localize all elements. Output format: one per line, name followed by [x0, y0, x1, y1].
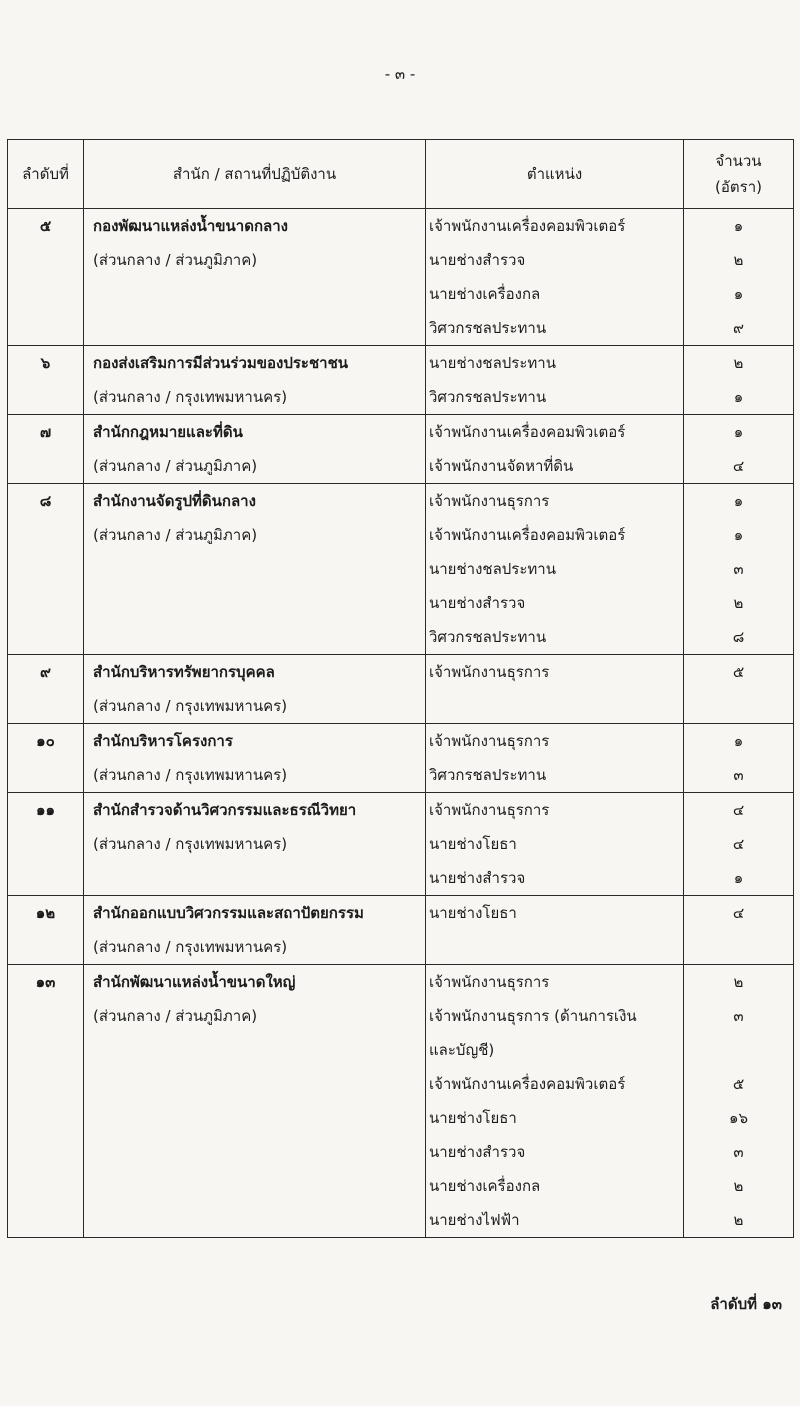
unit-name: สำนักงานจัดรูปที่ดินกลาง [93, 492, 256, 510]
unit-region: (ส่วนกลาง / ส่วนภูมิภาค) [93, 1007, 258, 1025]
table-body [8, 209, 794, 1238]
position-title: นายช่างสำรวจ [429, 251, 526, 269]
position-count: ๒ [733, 1177, 744, 1195]
position-count: ๔ [732, 457, 745, 475]
next-page-reference: ลำดับที่ ๑๓ [710, 1295, 782, 1313]
unit-cell [84, 793, 426, 896]
position-title: นายช่างโยธา [429, 904, 517, 922]
position-cell [426, 896, 684, 965]
header-no: ลำดับที่ [8, 140, 84, 209]
position-count: ๒ [733, 251, 744, 269]
unit-name: สำนักบริหารทรัพยากรบุคคล [93, 663, 275, 681]
position-count: ๔ [732, 904, 745, 922]
row-number: ๑๒ [8, 896, 84, 965]
unit-name: สำนักสำรวจด้านวิศวกรรมและธรณีวิทยา [93, 801, 357, 819]
position-title: นายช่างไฟฟ้า [429, 1211, 520, 1229]
position-cell [426, 793, 684, 896]
table-row [8, 209, 794, 346]
position-title: เจ้าพนักงานเครื่องคอมพิวเตอร์ [429, 1075, 626, 1093]
row-number: ๑๐ [8, 724, 84, 793]
unit-region: (ส่วนกลาง / ส่วนภูมิภาค) [93, 457, 258, 475]
unit-cell [84, 415, 426, 484]
position-count: ๒ [733, 973, 744, 991]
position-title: วิศวกรชลประทาน [429, 319, 547, 337]
position-title: นายช่างโยธา [429, 835, 517, 853]
header-count-line1: จำนวน [715, 152, 762, 170]
position-count: ๑ [733, 388, 744, 406]
position-count: ๙ [733, 319, 744, 337]
position-count: ๑ [733, 526, 744, 544]
unit-name: สำนักออกแบบวิศวกรรมและสถาปัตยกรรม [93, 904, 364, 922]
table-row [8, 965, 794, 1238]
unit-name: สำนักพัฒนาแหล่งน้ำขนาดใหญ่ [93, 973, 296, 991]
unit-cell [84, 346, 426, 415]
unit-name: กองพัฒนาแหล่งน้ำขนาดกลาง [93, 217, 288, 235]
position-count: ๑ [733, 285, 744, 303]
unit-cell [84, 965, 426, 1238]
unit-cell [84, 209, 426, 346]
page-number: - ๓ - [384, 65, 416, 83]
position-title: เจ้าพนักงานจัดหาที่ดิน [429, 457, 574, 475]
position-count: ๓ [733, 560, 744, 578]
unit-name: กองส่งเสริมการมีส่วนร่วมของประชาชน [93, 354, 349, 372]
position-count: ๑ [733, 423, 744, 441]
position-title: วิศวกรชลประทาน [429, 766, 547, 784]
position-title: เจ้าพนักงานธุรการ (ด้านการเงิน [429, 1007, 637, 1025]
position-count: ๘ [732, 628, 745, 646]
position-count: ๓ [733, 766, 744, 784]
position-title: และบัญชี) [429, 1041, 495, 1059]
position-title: นายช่างชลประทาน [429, 354, 556, 372]
staff-allocation-table [7, 139, 794, 1238]
position-count: ๒ [733, 594, 744, 612]
position-count: ๑ [733, 732, 744, 750]
count-cell [684, 793, 794, 896]
position-title: เจ้าพนักงานเครื่องคอมพิวเตอร์ [429, 217, 626, 235]
row-number: ๕ [8, 209, 84, 346]
position-title: นายช่างโยธา [429, 1109, 517, 1127]
position-count: ๒ [733, 1211, 744, 1229]
table-row [8, 793, 794, 896]
position-cell [426, 724, 684, 793]
unit-region: (ส่วนกลาง / กรุงเทพมหานคร) [93, 766, 288, 784]
count-cell [684, 655, 794, 724]
unit-name: สำนักกฎหมายและที่ดิน [93, 423, 243, 441]
position-cell [426, 415, 684, 484]
header-position: ตำแหน่ง [426, 140, 684, 209]
position-count: ๑ [733, 492, 744, 510]
unit-cell [84, 484, 426, 655]
position-title: เจ้าพนักงานเครื่องคอมพิวเตอร์ [429, 526, 626, 544]
table-row [8, 896, 794, 965]
position-title: นายช่างเครื่องกล [429, 285, 541, 303]
unit-cell [84, 655, 426, 724]
count-cell [684, 346, 794, 415]
row-number: ๑๓ [8, 965, 84, 1238]
position-title: นายช่างสำรวจ [429, 869, 526, 887]
row-number: ๗ [8, 415, 84, 484]
position-title: วิศวกรชลประทาน [429, 388, 547, 406]
position-title: เจ้าพนักงานธุรการ [429, 663, 550, 681]
table-header-row [8, 140, 794, 209]
position-count: ๕ [732, 1075, 745, 1093]
position-count: ๓ [733, 1143, 744, 1161]
position-cell [426, 655, 684, 724]
position-title: เจ้าพนักงานธุรการ [429, 973, 550, 991]
unit-region: (ส่วนกลาง / ส่วนภูมิภาค) [93, 251, 258, 269]
unit-cell [84, 896, 426, 965]
header-count [684, 140, 794, 209]
count-cell [684, 965, 794, 1238]
row-number: ๑๑ [8, 793, 84, 896]
position-count: ๕ [732, 663, 745, 681]
position-title: เจ้าพนักงานธุรการ [429, 732, 550, 750]
count-cell [684, 484, 794, 655]
unit-name: สำนักบริหารโครงการ [93, 732, 233, 750]
table-row [8, 655, 794, 724]
count-cell [684, 896, 794, 965]
position-title: นายช่างชลประทาน [429, 560, 556, 578]
position-count: ๔ [732, 801, 745, 819]
table-row [8, 484, 794, 655]
table-row [8, 415, 794, 484]
table-row [8, 346, 794, 415]
position-count: ๑ [733, 869, 744, 887]
table-row [8, 724, 794, 793]
position-cell [426, 209, 684, 346]
position-cell [426, 346, 684, 415]
position-count [684, 1033, 793, 1067]
unit-region: (ส่วนกลาง / กรุงเทพมหานคร) [93, 835, 288, 853]
position-title: เจ้าพนักงานเครื่องคอมพิวเตอร์ [429, 423, 626, 441]
header-count-line2: (อัตรา) [715, 178, 762, 196]
header-unit: สำนัก / สถานที่ปฏิบัติงาน [84, 140, 426, 209]
position-count: ๑ [733, 217, 744, 235]
count-cell [684, 209, 794, 346]
unit-region: (ส่วนกลาง / กรุงเทพมหานคร) [93, 697, 288, 715]
unit-region: (ส่วนกลาง / กรุงเทพมหานคร) [93, 938, 288, 956]
position-cell [426, 484, 684, 655]
count-cell [684, 415, 794, 484]
position-title: เจ้าพนักงานธุรการ [429, 492, 550, 510]
count-cell [684, 724, 794, 793]
row-number: ๘ [8, 484, 84, 655]
position-title: เจ้าพนักงานธุรการ [429, 801, 550, 819]
row-number: ๙ [8, 655, 84, 724]
position-count: ๓ [733, 1007, 744, 1025]
position-title: นายช่างเครื่องกล [429, 1177, 541, 1195]
position-title: นายช่างสำรวจ [429, 594, 526, 612]
position-title: วิศวกรชลประทาน [429, 628, 547, 646]
position-count: ๔ [732, 835, 745, 853]
unit-region: (ส่วนกลาง / กรุงเทพมหานคร) [93, 388, 288, 406]
unit-cell [84, 724, 426, 793]
position-count: ๒ [733, 354, 744, 372]
row-number: ๖ [8, 346, 84, 415]
position-count: ๑๖ [728, 1109, 749, 1127]
position-cell [426, 965, 684, 1238]
unit-region: (ส่วนกลาง / ส่วนภูมิภาค) [93, 526, 258, 544]
position-title: นายช่างสำรวจ [429, 1143, 526, 1161]
